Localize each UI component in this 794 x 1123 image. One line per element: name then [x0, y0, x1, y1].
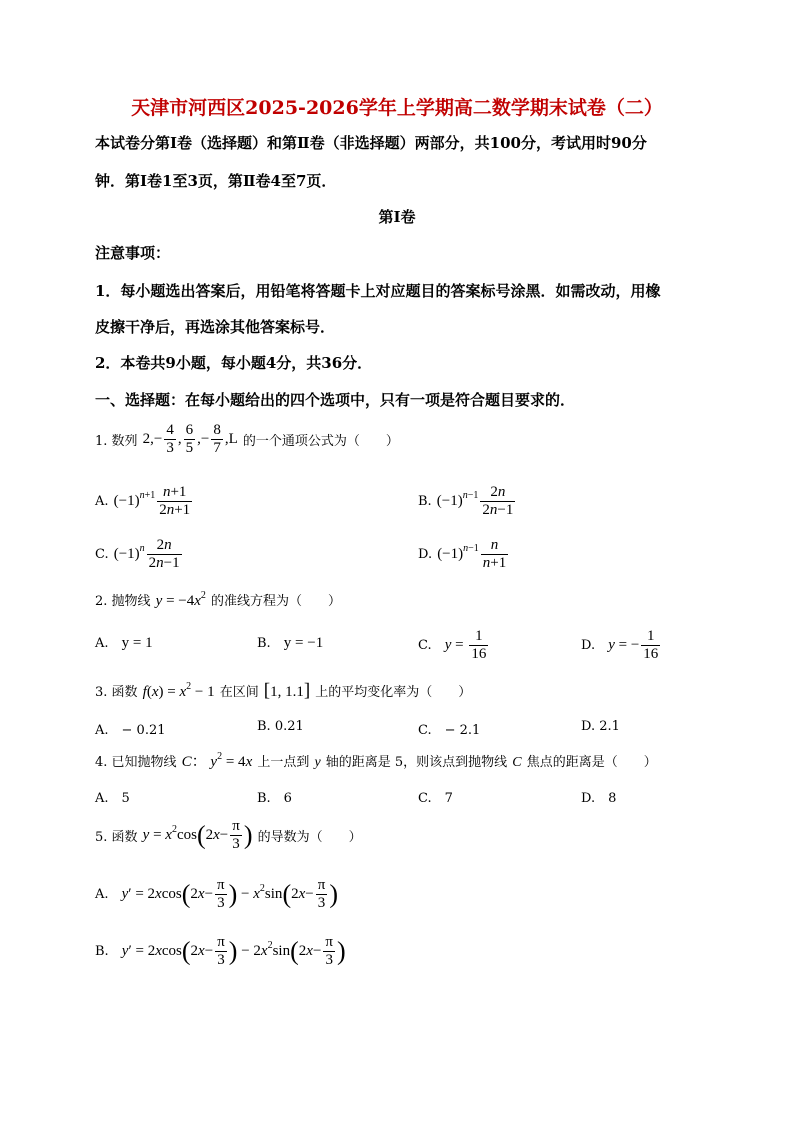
- question-1: [95, 422, 399, 457]
- q2-equation: $y = -4x^2$: [155, 590, 206, 609]
- q5-option-b[interactable]: B. y′ = 2xcos(2x− $\frac{\pi}{3}$ ) − $2x^2\sin(2x-$ $\frac{\pi}{3}$ ): [95, 934, 346, 968]
- exam-title: 天津市河西区2025-2026学年上学期高二数学期末试卷（二）: [131, 97, 663, 119]
- question-4: 4. 已知抛物线 C： $y^2 = 4x$ 上一点到 y 轴的距离是 5，则该点到抛物线 C 焦点的距离是（ ）: [95, 751, 657, 770]
- note-1-line-1: 1．每小题选出答案后，用铅笔将答题卡上对应题目的答案标号涂黑．如需改动，用橡: [95, 282, 661, 300]
- q1-option-b-formula: $(-1)^{n-1}$ $\frac{2n}{2n-1}$: [436, 484, 514, 518]
- q3-option-a[interactable]: A. − 0.21: [95, 723, 166, 738]
- q4-option-a[interactable]: A. 5: [95, 791, 130, 806]
- notes-heading: 注意事项：: [95, 244, 171, 262]
- q1-option-d[interactable]: D. $(-1)^{n-1}$ $\frac{n}{n+1}$: [418, 537, 510, 572]
- q3-function: $f(x) = x^2 - 1$: [142, 681, 215, 700]
- q2-option-c-formula: y = $\frac{1}{16}$: [444, 628, 487, 662]
- q1-sequence: 2,− $\frac{4}{3}$ , $\frac{6}{5}$ ,− $\frac{8}{7}$ ,L: [142, 422, 238, 456]
- question-5: 5. 函数 $y = x^2\cos(2x-$ $\frac{\pi}{3}$ ) 的导数为（ ）: [95, 818, 362, 852]
- q2-option-d-formula: y = − $\frac{1}{16}$: [608, 628, 659, 662]
- question-2: 2. 抛物线 $y = -4x^2$ 的准线方程为（ ）: [95, 590, 342, 609]
- q3-interval: [1, 1.1]: [263, 680, 311, 701]
- q1-option-c[interactable]: C. $(-1)^n$ $\frac{2n}{2n-1}$: [95, 537, 184, 572]
- intro-line-2: 钟．第Ⅰ卷1至3页，第Ⅱ卷4至7页．: [95, 172, 337, 190]
- q3-option-d[interactable]: D. 2.1: [581, 719, 620, 734]
- q3-option-c[interactable]: C. − 2.1: [418, 723, 481, 738]
- q3-option-b[interactable]: B. 0.21: [257, 719, 304, 734]
- q1-option-c-formula: $(-1)^n$ $\frac{2n}{2n-1}$: [113, 537, 180, 571]
- section-1-heading: 一、选择题：在每小题给出的四个选项中，只有一项是符合题目要求的．: [95, 391, 576, 409]
- q2-option-a[interactable]: A. y = 1: [95, 635, 153, 651]
- q1-option-a[interactable]: A. $(-1)^{n+1}$ $\frac{n+1}{2n+1}$: [95, 484, 194, 519]
- q4-y-axis: y: [314, 755, 321, 770]
- q1-option-a-formula: $(-1)^{n+1}$ $\frac{n+1}{2n+1}$: [113, 484, 191, 518]
- q4-curve-c: C: [512, 755, 522, 770]
- q1-suffix: 的一个通项公式为（ ）: [242, 434, 399, 449]
- question-3: 3. 函数 $f(x) = x^2 - 1$ 在区间 [1, 1.1] 上的平均变化率为（ ）: [95, 680, 472, 701]
- q5-option-a[interactable]: A. y′ = 2xcos(2x− $\frac{\pi}{3}$ ) − $x^2\sin(2x-$ $\frac{\pi}{3}$ ): [95, 877, 338, 911]
- q4-option-c[interactable]: C. 7: [418, 791, 453, 806]
- intro-line-1: 本试卷分第Ⅰ卷（选择题）和第Ⅱ卷（非选择题）两部分，共100分，考试用时90分: [95, 134, 647, 152]
- q4-equation: C： $y^2 = 4x$: [181, 751, 253, 770]
- q2-option-d[interactable]: D. y = − $\frac{1}{16}$: [581, 628, 662, 663]
- q5-option-a-formula: y′ = 2xcos(2x− $\frac{\pi}{3}$ ) − $x^2\sin(2x-$ $\frac{\pi}{3}$ ): [121, 877, 338, 911]
- note-1-line-2: 皮擦干净后，再选涂其他答案标号．: [95, 318, 336, 336]
- q5-option-b-formula: y′ = 2xcos(2x− $\frac{\pi}{3}$ ) − $2x^2\sin(2x-$ $\frac{\pi}{3}$ ): [121, 934, 346, 968]
- q1-prefix: 1. 数列: [95, 434, 138, 449]
- part1-heading: 第Ⅰ卷: [378, 208, 416, 226]
- q1-option-d-formula: $(-1)^{n-1}$ $\frac{n}{n+1}$: [437, 537, 507, 571]
- q2-option-c[interactable]: C. y = $\frac{1}{16}$: [418, 628, 490, 663]
- q5-function: $y = x^2\cos(2x-$ $\frac{\pi}{3}$ ): [142, 818, 253, 852]
- q4-option-b[interactable]: B. 6: [257, 791, 292, 806]
- q1-option-b[interactable]: B. $(-1)^{n-1}$ $\frac{2n}{2n-1}$: [418, 484, 517, 519]
- q4-option-d[interactable]: D. 8: [581, 791, 617, 806]
- q2-option-b[interactable]: B. y = −1: [257, 635, 324, 651]
- note-2: 2．本卷共9小题，每小题4分，共36分．: [95, 354, 373, 372]
